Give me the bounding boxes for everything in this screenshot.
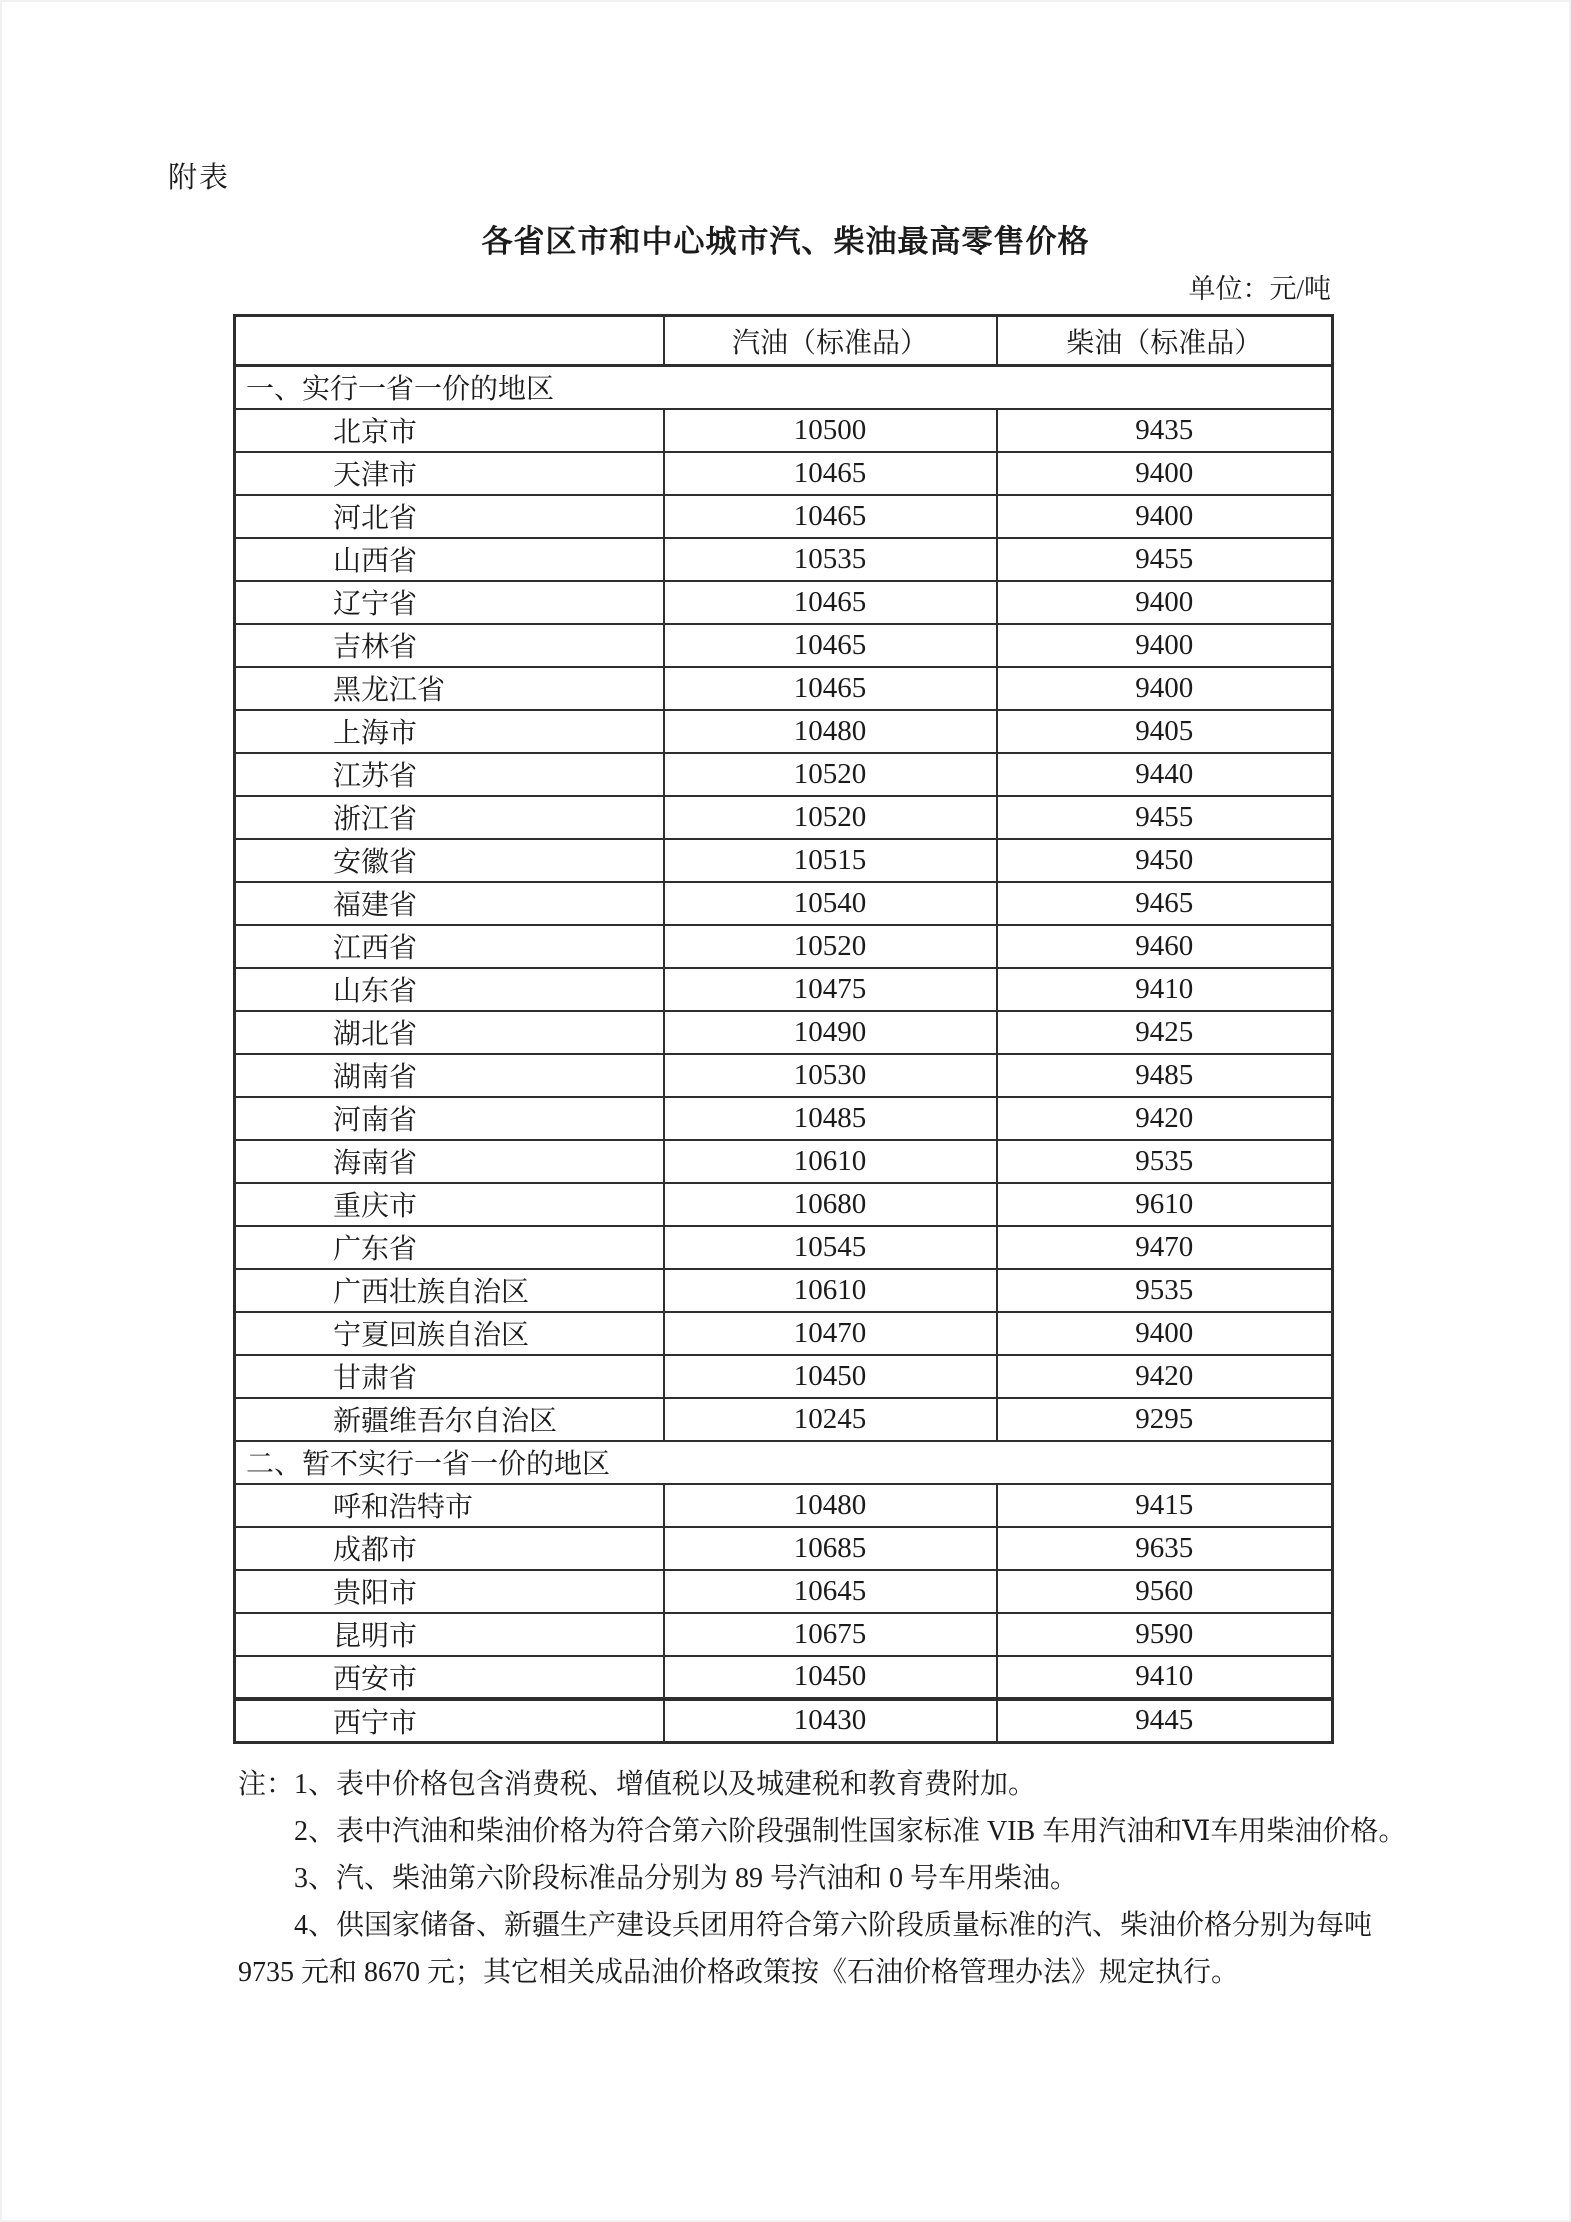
note-prefix: 注： — [238, 1768, 295, 1800]
gasoline-price-cell: 10465 — [664, 581, 997, 624]
gasoline-price-cell: 10480 — [664, 1484, 997, 1527]
region-cell: 辽宁省 — [235, 581, 664, 624]
table-row — [235, 1527, 1333, 1570]
table-row — [235, 1613, 1333, 1656]
diesel-price-cell: 9410 — [997, 968, 1333, 1011]
diesel-price-cell: 9610 — [997, 1183, 1333, 1226]
region-cell: 广西壮族自治区 — [235, 1269, 664, 1312]
region-cell: 西宁市 — [235, 1699, 664, 1743]
table-row — [235, 495, 1333, 538]
diesel-price-cell: 9560 — [997, 1570, 1333, 1613]
region-cell: 上海市 — [235, 710, 664, 753]
diesel-price-cell: 9405 — [997, 710, 1333, 753]
diesel-price-cell: 9400 — [997, 495, 1333, 538]
table-row — [235, 796, 1333, 839]
region-cell: 贵阳市 — [235, 1570, 664, 1613]
region-cell: 江苏省 — [235, 753, 664, 796]
region-cell: 昆明市 — [235, 1613, 664, 1656]
note-text: 3、汽、柴油第六阶段标准品分别为 89 号汽油和 0 号车用柴油。 — [294, 1862, 1079, 1894]
region-cell: 河南省 — [235, 1097, 664, 1140]
gasoline-price-cell: 10675 — [664, 1613, 997, 1656]
region-cell: 北京市 — [235, 409, 664, 452]
diesel-price-cell: 9400 — [997, 1312, 1333, 1355]
gasoline-price-cell: 10430 — [664, 1699, 997, 1743]
diesel-price-cell: 9425 — [997, 1011, 1333, 1054]
header-gasoline: 汽油（标准品） — [664, 316, 997, 366]
table-row — [235, 581, 1333, 624]
diesel-price-cell: 9420 — [997, 1097, 1333, 1140]
diesel-price-cell: 9460 — [997, 925, 1333, 968]
diesel-price-cell: 9535 — [997, 1269, 1333, 1312]
price-table — [233, 314, 1334, 1744]
region-cell: 山东省 — [235, 968, 664, 1011]
gasoline-price-cell: 10520 — [664, 925, 997, 968]
region-cell: 浙江省 — [235, 796, 664, 839]
region-cell: 湖南省 — [235, 1054, 664, 1097]
table-row — [235, 1011, 1333, 1054]
region-cell: 湖北省 — [235, 1011, 664, 1054]
note-item — [238, 1761, 1413, 1808]
region-cell: 新疆维吾尔自治区 — [235, 1398, 664, 1441]
table-row — [235, 1656, 1333, 1699]
diesel-price-cell: 9470 — [997, 1226, 1333, 1269]
diesel-price-cell: 9445 — [997, 1699, 1333, 1743]
table-row — [235, 624, 1333, 667]
table-row — [235, 1226, 1333, 1269]
gasoline-price-cell: 10485 — [664, 1097, 997, 1140]
note-text: 1、表中价格包含消费税、增值税以及城建税和教育费附加。 — [294, 1768, 1037, 1800]
table-row — [235, 710, 1333, 753]
diesel-price-cell: 9400 — [997, 452, 1333, 495]
gasoline-price-cell: 10685 — [664, 1527, 997, 1570]
region-cell: 河北省 — [235, 495, 664, 538]
region-cell: 海南省 — [235, 1140, 664, 1183]
gasoline-price-cell: 10540 — [664, 882, 997, 925]
table-row — [235, 1183, 1333, 1226]
diesel-price-cell: 9440 — [997, 753, 1333, 796]
gasoline-price-cell: 10515 — [664, 839, 997, 882]
gasoline-price-cell: 10500 — [664, 409, 997, 452]
table-row — [235, 882, 1333, 925]
region-cell: 山西省 — [235, 538, 664, 581]
gasoline-price-cell: 10645 — [664, 1570, 997, 1613]
table-row — [235, 667, 1333, 710]
table-row — [235, 1484, 1333, 1527]
table-row — [235, 1355, 1333, 1398]
note-text: 2、表中汽油和柴油价格为符合第六阶段强制性国家标准 VIB 车用汽油和Ⅵ车用柴油价格。 — [294, 1815, 1407, 1847]
page-title: 各省区市和中心城市汽、柴油最高零售价格 — [481, 224, 1090, 259]
notes-section — [238, 1761, 1413, 1996]
note-text: 4、供国家储备、新疆生产建设兵团用符合第六阶段质量标准的汽、柴油价格分别为每吨 9735 元和 8670 元；其它相关成品油价格政策按《石油价格管理办法》规定执行。 — [238, 1909, 1373, 1988]
section-header-row — [235, 1441, 1333, 1484]
region-cell: 江西省 — [235, 925, 664, 968]
region-cell: 成都市 — [235, 1527, 664, 1570]
header-region-blank — [235, 316, 664, 366]
table-row — [235, 452, 1333, 495]
region-cell: 西安市 — [235, 1656, 664, 1699]
gasoline-price-cell: 10465 — [664, 624, 997, 667]
section-header-label: 二、暂不实行一省一价的地区 — [235, 1441, 1333, 1484]
gasoline-price-cell: 10465 — [664, 452, 997, 495]
section-header-label: 一、实行一省一价的地区 — [235, 366, 1333, 409]
diesel-price-cell: 9400 — [997, 667, 1333, 710]
table-row — [235, 839, 1333, 882]
table-row — [235, 1398, 1333, 1441]
gasoline-price-cell: 10490 — [664, 1011, 997, 1054]
table-row — [235, 968, 1333, 1011]
table-row — [235, 753, 1333, 796]
gasoline-price-cell: 10470 — [664, 1312, 997, 1355]
gasoline-price-cell: 10480 — [664, 710, 997, 753]
gasoline-price-cell: 10520 — [664, 796, 997, 839]
region-cell: 呼和浩特市 — [235, 1484, 664, 1527]
diesel-price-cell: 9455 — [997, 796, 1333, 839]
header-diesel: 柴油（标准品） — [997, 316, 1333, 366]
gasoline-price-cell: 10450 — [664, 1355, 997, 1398]
diesel-price-cell: 9420 — [997, 1355, 1333, 1398]
diesel-price-cell: 9485 — [997, 1054, 1333, 1097]
gasoline-price-cell: 10465 — [664, 495, 997, 538]
annex-label: 附表 — [168, 162, 231, 194]
diesel-price-cell: 9590 — [997, 1613, 1333, 1656]
section-header-row — [235, 366, 1333, 409]
table-row — [235, 1699, 1333, 1743]
table-row — [235, 1054, 1333, 1097]
gasoline-price-cell: 10545 — [664, 1226, 997, 1269]
gasoline-price-cell: 10520 — [664, 753, 997, 796]
region-cell: 广东省 — [235, 1226, 664, 1269]
region-cell: 重庆市 — [235, 1183, 664, 1226]
gasoline-price-cell: 10610 — [664, 1269, 997, 1312]
gasoline-price-cell: 10535 — [664, 538, 997, 581]
region-cell: 吉林省 — [235, 624, 664, 667]
diesel-price-cell: 9635 — [997, 1527, 1333, 1570]
diesel-price-cell: 9400 — [997, 581, 1333, 624]
table-body — [235, 366, 1333, 1743]
gasoline-price-cell: 10450 — [664, 1656, 997, 1699]
table-row — [235, 1312, 1333, 1355]
diesel-price-cell: 9410 — [997, 1656, 1333, 1699]
gasoline-price-cell: 10475 — [664, 968, 997, 1011]
table-row — [235, 1097, 1333, 1140]
region-cell: 天津市 — [235, 452, 664, 495]
diesel-price-cell: 9415 — [997, 1484, 1333, 1527]
table-header-row — [235, 316, 1333, 366]
table-row — [235, 925, 1333, 968]
table-row — [235, 409, 1333, 452]
note-item — [238, 1855, 1413, 1902]
gasoline-price-cell: 10680 — [664, 1183, 997, 1226]
gasoline-price-cell: 10530 — [664, 1054, 997, 1097]
note-item — [238, 1902, 1413, 1996]
note-item — [238, 1808, 1413, 1855]
diesel-price-cell: 9465 — [997, 882, 1333, 925]
diesel-price-cell: 9450 — [997, 839, 1333, 882]
table-row — [235, 1140, 1333, 1183]
region-cell: 安徽省 — [235, 839, 664, 882]
gasoline-price-cell: 10245 — [664, 1398, 997, 1441]
region-cell: 黑龙江省 — [235, 667, 664, 710]
region-cell: 甘肃省 — [235, 1355, 664, 1398]
diesel-price-cell: 9535 — [997, 1140, 1333, 1183]
table-row — [235, 1269, 1333, 1312]
gasoline-price-cell: 10610 — [664, 1140, 997, 1183]
table-row — [235, 538, 1333, 581]
diesel-price-cell: 9435 — [997, 409, 1333, 452]
unit-label: 单位：元/吨 — [1188, 274, 1331, 304]
gasoline-price-cell: 10465 — [664, 667, 997, 710]
diesel-price-cell: 9400 — [997, 624, 1333, 667]
region-cell: 宁夏回族自治区 — [235, 1312, 664, 1355]
diesel-price-cell: 9455 — [997, 538, 1333, 581]
diesel-price-cell: 9295 — [997, 1398, 1333, 1441]
region-cell: 福建省 — [235, 882, 664, 925]
table-row — [235, 1570, 1333, 1613]
